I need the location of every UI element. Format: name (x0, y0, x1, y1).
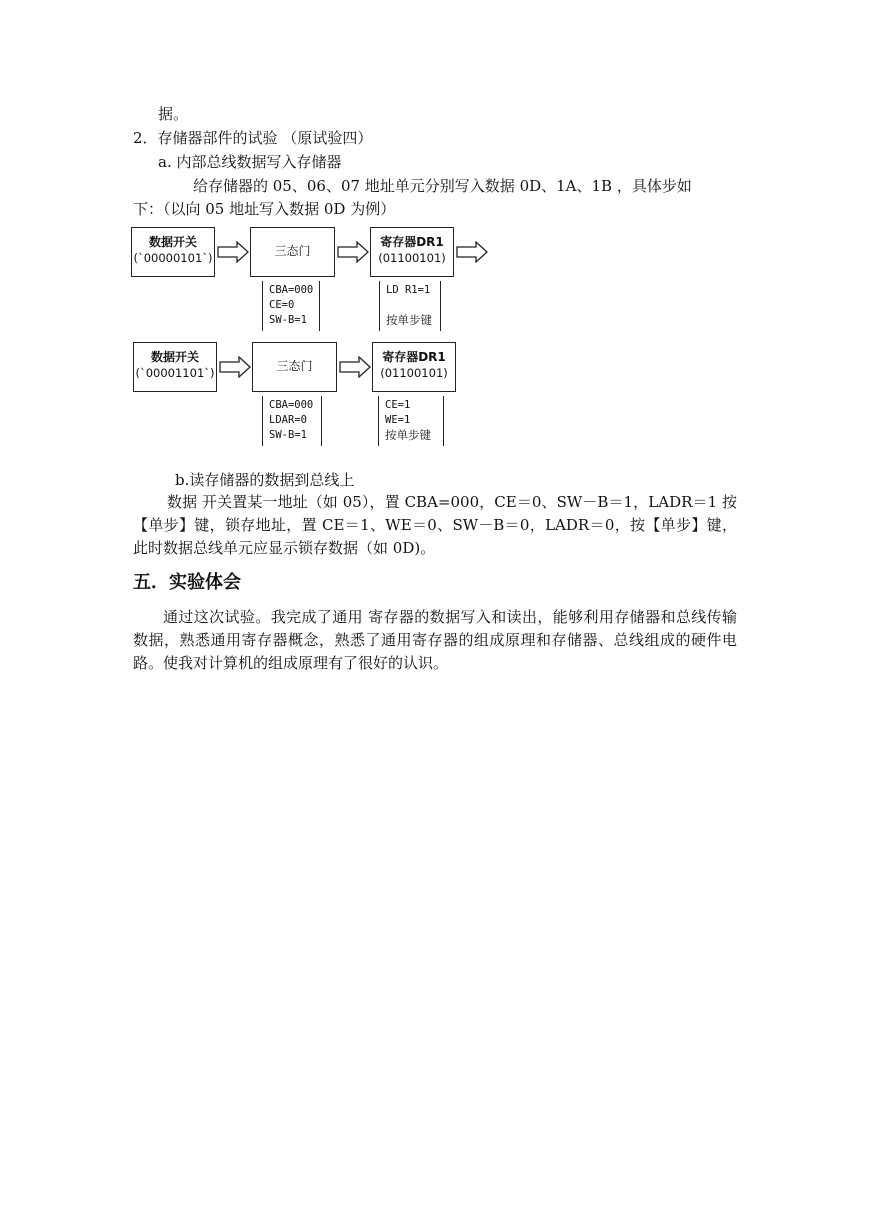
control-signal: SW-B=1 (269, 429, 307, 441)
arrow-right-icon (219, 356, 251, 378)
register-control-signals (379, 281, 441, 331)
control-signal: CBA=000 (269, 284, 314, 296)
subsection-a-title: a. 内部总线数据写入存储器 (158, 153, 342, 171)
data-switch-box (131, 227, 215, 277)
tristate-gate-box (250, 227, 335, 277)
tristate-gate-box (252, 342, 337, 392)
register-title: 寄存器DR1 (382, 350, 446, 364)
section-2-title: 2．存储器部件的试验 （原试验四） (133, 129, 373, 147)
control-signal: CBA=000 (269, 399, 314, 411)
summary-paragraph: 通过这次试验。我完成了通用 寄存器的数据写入和读出，能够利用存储器和总线传输数据，熟悉通用寄存器概念，熟悉了通用寄存器的组成原理和存储器、总线组成的硬件电路。使我对计算机的组成原理有了很好的认识。 (133, 608, 737, 672)
control-signal: LDAR=0 (269, 414, 307, 426)
data-switch-box (133, 342, 217, 392)
subsection-b-paragraph: 数据 开关置某一地址（如 05），置 CBA=000，CE＝0、SW－B＝1，LADR＝1 按【单步】键，锁存地址，置 CE＝1、WE＝0、SW－B＝0，LADR＝0，按【单步】键，此时数据总线单元应显示锁存数据（如 0D)。 (133, 493, 737, 557)
tristate-gate-label: 三态门 (274, 244, 311, 258)
control-signal: 按单步键 (385, 428, 431, 442)
register-value: (01100101) (378, 251, 446, 265)
arrow-right-icon (217, 241, 249, 263)
section-5-heading: 五．实验体会 (133, 572, 241, 593)
tristate-gate-label: 三态门 (276, 359, 313, 373)
data-switch-value: (`00001101`) (135, 366, 215, 380)
register-title: 寄存器DR1 (380, 235, 444, 249)
control-signal: 按单步键 (386, 313, 432, 327)
gate-control-signals (262, 396, 322, 446)
control-signal: LD R1=1 (386, 284, 431, 296)
register-dr1-box (372, 342, 456, 392)
subsection-b-title: b.读存储器的数据到总线上 (175, 471, 355, 489)
register-dr1-box (370, 227, 454, 277)
text-line-1: 据。 (158, 105, 189, 123)
text-line-4: 给存储器的 05、06、07 地址单元分别写入数据 0D、1A、1B ，具体步如 (193, 177, 692, 195)
arrow-right-icon (456, 241, 488, 263)
data-switch-title: 数据开关 (150, 350, 199, 364)
data-switch-value: (`00000101`) (133, 251, 213, 265)
gate-control-signals (262, 281, 320, 331)
register-control-signals (378, 396, 444, 446)
text-line-5: 下：（以向 05 地址写入数据 0D 为例） (133, 200, 396, 218)
register-value: (01100101) (380, 366, 448, 380)
data-switch-title: 数据开关 (148, 235, 197, 249)
control-signal: CE=1 (385, 399, 411, 411)
control-signal (386, 298, 434, 313)
control-signal: WE=1 (385, 414, 411, 426)
control-signal: CE=0 (269, 299, 295, 311)
arrow-right-icon (339, 356, 371, 378)
arrow-right-icon (337, 241, 369, 263)
control-signal: SW-B=1 (269, 314, 307, 326)
